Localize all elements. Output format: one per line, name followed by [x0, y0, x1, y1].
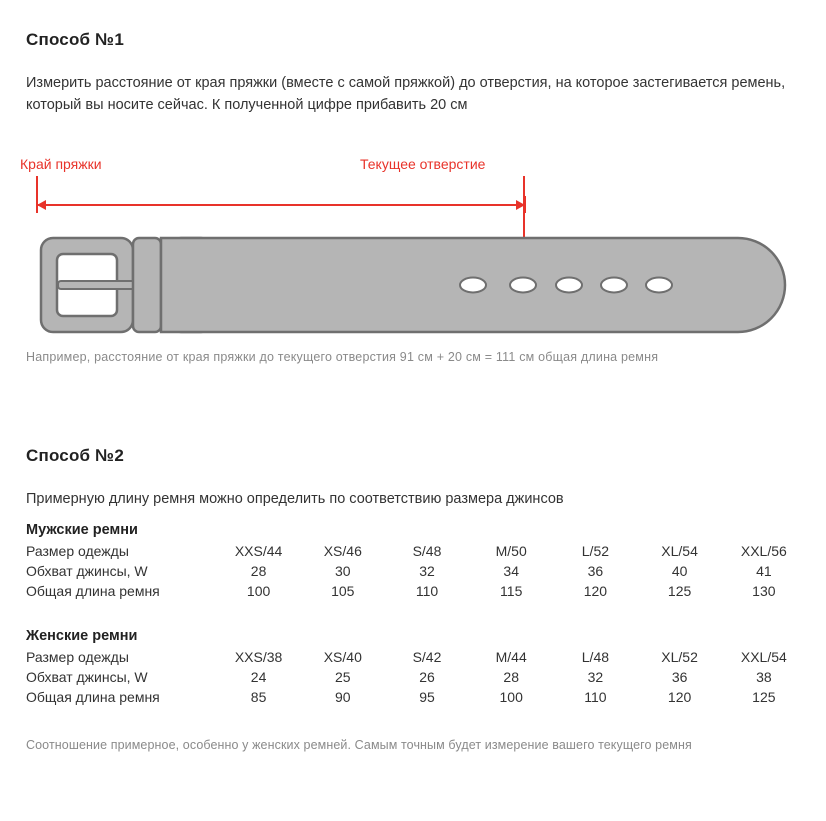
cell: 36: [671, 669, 688, 685]
cell: 120: [667, 689, 692, 705]
belt-svg: [38, 232, 798, 340]
womens-group-title: Женские ремни: [26, 628, 138, 644]
cell: 100: [499, 689, 523, 705]
cell: 110: [584, 689, 607, 705]
method-1-title: Способ №1: [26, 30, 124, 49]
cell: 90: [335, 689, 351, 705]
cell: XL/52: [661, 649, 698, 665]
method-1-description: Измерить расстояние от края пряжки (вместе с самой пряжкой) до отверстия, на которое застегивается ремень, который вы носите сейчас. К полученной цифре прибавить 20 см: [26, 75, 786, 113]
cell: XS/40: [323, 649, 362, 665]
belt-hole-4: [601, 278, 627, 293]
cell: 28: [250, 563, 267, 579]
cell: 105: [331, 583, 355, 599]
cell: 125: [667, 583, 692, 599]
label-buckle-edge: Край пряжки: [20, 156, 102, 172]
cell: 30: [335, 563, 351, 579]
cell: 26: [419, 669, 435, 685]
table-row: [26, 647, 806, 667]
cell: S/48: [412, 543, 442, 559]
cell: 24: [250, 669, 267, 685]
cell: 32: [419, 563, 435, 579]
cell: 36: [587, 563, 604, 579]
cell: XL/54: [661, 543, 698, 559]
cell: XXS/44: [234, 543, 283, 559]
row-label: Обхват джинсы, W: [26, 669, 148, 685]
cell: XXL/54: [740, 649, 787, 665]
cell: 28: [503, 669, 519, 685]
buckle-bar: [133, 238, 161, 332]
cell: 115: [500, 583, 523, 599]
cell: M/44: [495, 649, 527, 665]
belt-hole-3: [556, 278, 582, 293]
cell: 25: [335, 669, 351, 685]
row-label: Размер одежды: [26, 543, 129, 559]
method-2-footnote: Соотношение примерное, особенно у женских ремней. Самым точным будет измерение вашего текущего ремня: [26, 738, 692, 752]
cell: 38: [756, 669, 772, 685]
method-2-title: Способ №2: [26, 446, 124, 465]
measurement-arrow: [36, 196, 526, 214]
cell: 125: [752, 689, 776, 705]
belt-hole-5: [646, 278, 672, 293]
cell: XXS/38: [234, 649, 283, 665]
cell: 120: [583, 583, 608, 599]
cell: S/42: [412, 649, 442, 665]
belt-hole-2: [510, 278, 536, 293]
row-label: Общая длина ремня: [26, 689, 160, 705]
label-current-hole: Текущее отверстие: [360, 156, 486, 172]
table-row: [26, 541, 806, 561]
cell: L/48: [581, 649, 610, 665]
method-2-description: Примерную длину ремня можно определить по соответствию размера джинсов: [26, 491, 564, 507]
table-row: [26, 687, 806, 707]
table-row: [26, 581, 806, 601]
table-row: [26, 561, 806, 581]
cell: 41: [756, 563, 772, 579]
measurement-line: [36, 204, 526, 206]
cell: L/52: [581, 543, 610, 559]
cell: M/50: [495, 543, 527, 559]
table-row: [26, 667, 806, 687]
arrowhead-right-icon: [516, 200, 525, 210]
row-label: Размер одежды: [26, 649, 129, 665]
mens-group-title: Мужские ремни: [26, 522, 138, 538]
row-label: Обхват джинсы, W: [26, 563, 148, 579]
method-1-caption: Например, расстояние от края пряжки до текущего отверстия 91 см + 20 см = 111 см общая длина ремня: [26, 350, 659, 364]
row-label: Общая длина ремня: [26, 583, 160, 599]
cell: 100: [246, 583, 271, 599]
womens-belt-table: [26, 626, 806, 707]
cell: 32: [587, 669, 604, 685]
cell: 34: [503, 563, 519, 579]
cell: 95: [419, 689, 435, 705]
table-group-title-row: [26, 520, 806, 541]
belt-hole-1: [460, 278, 486, 293]
cell: XS/46: [323, 543, 362, 559]
cell: XXL/56: [740, 543, 787, 559]
mens-belt-table: [26, 520, 806, 601]
cell: 40: [671, 563, 688, 579]
arrowhead-left-icon: [37, 200, 46, 210]
cell: 85: [250, 689, 267, 705]
cell: 110: [415, 583, 439, 599]
table-group-title-row: [26, 626, 806, 647]
cell: 130: [752, 583, 776, 599]
belt-illustration: [38, 232, 798, 340]
